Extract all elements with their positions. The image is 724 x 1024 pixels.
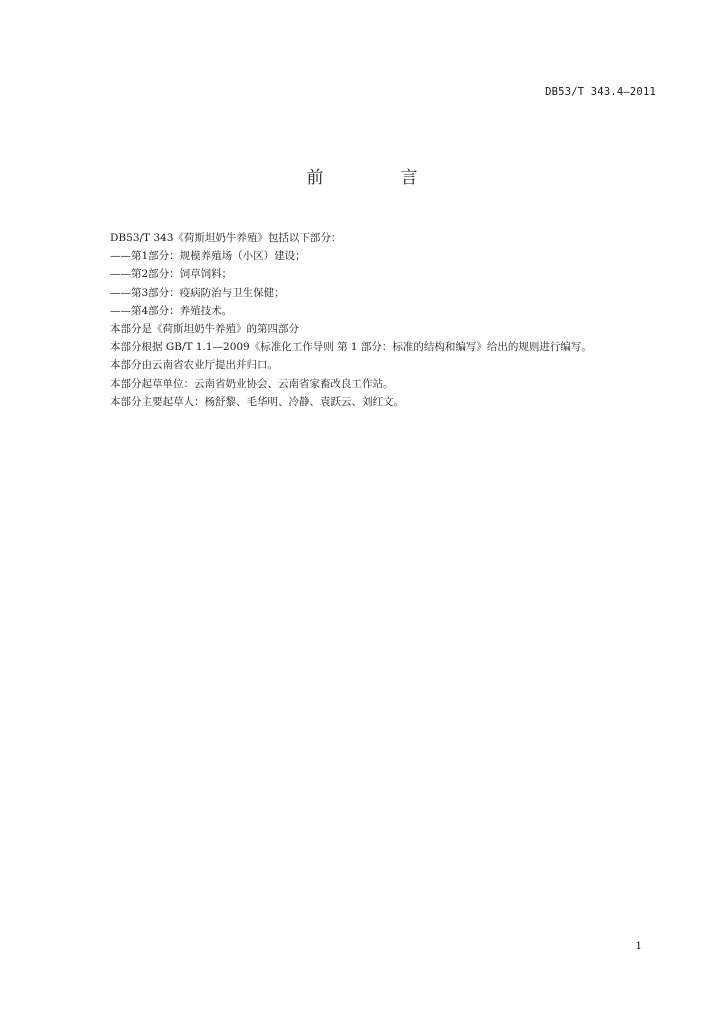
list-item-part-3: ——第3部分：疫病防治与卫生保健； — [110, 286, 285, 299]
drafting-rules-paragraph: 本部分根据 GB/T 1.1—2009《标准化工作导则 第 1 部分：标准的结构和编写》给出的规则进行编写。 — [110, 341, 592, 354]
page-number: 1 — [635, 940, 642, 952]
standard-code: DB53/T 343.4—2011 — [545, 86, 656, 98]
drafting-units-paragraph: 本部分起草单位：云南省奶业协会、云南省家畜改良工作站。 — [110, 377, 394, 390]
part-statement-paragraph: 本部分是《荷斯坦奶牛养殖》的第四部分 — [110, 323, 299, 336]
page-title: 前 言 — [306, 168, 448, 188]
proposer-paragraph: 本部分由云南省农业厅提出并归口。 — [110, 359, 278, 372]
list-item-part-4: ——第4部分：养殖技术。 — [110, 304, 233, 317]
drafters-paragraph: 本部分主要起草人：杨舒黎、毛华明、冷静、袁跃云、刘红文。 — [110, 395, 404, 408]
list-item-part-2: ——第2部分：饲草饲料； — [110, 268, 233, 281]
document-body — [86, 229, 659, 411]
list-item-part-1: ——第1部分：规模养殖场（小区）建设； — [110, 250, 306, 263]
intro-paragraph: DB53/T 343《荷斯坦奶牛养殖》包括以下部分： — [110, 232, 342, 244]
